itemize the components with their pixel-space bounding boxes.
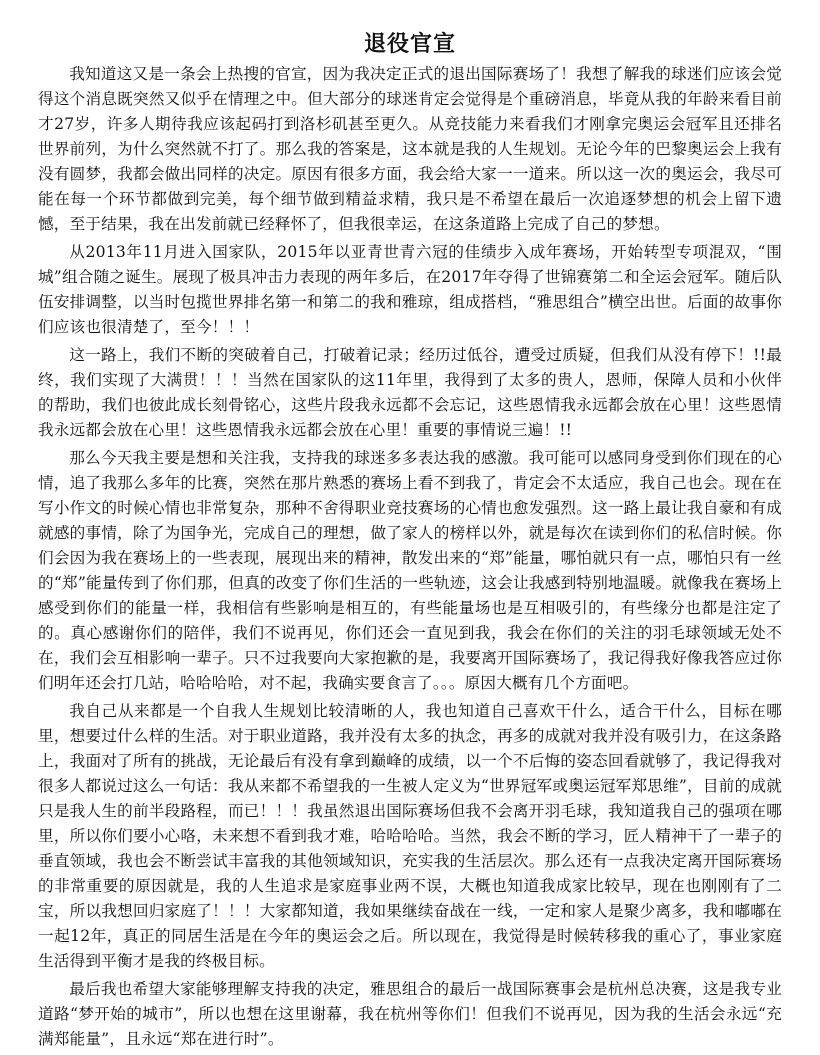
paragraph-3: 这一路上，我们不断的突破着自己，打破着记录；经历过低谷，遭受过质疑，但我们从没有停下！!!最终，我们实现了大满贯！！！当然在国家队的这11年里，我得到了太多的贵人，恩师，保障人员和小伙伴的帮助，我们也彼此成长刻骨铭心，这些片段我永远都不会忘记，这些恩情我永远都会放在心里！这些恩情我永远都会放在心里！这些恩情我永远都会放在心里！重要的事情说三遍！!! — [38, 346, 782, 439]
document-title: 退役官宣 — [363, 31, 456, 57]
paragraph-1: 我知道这又是一条会上热搜的官宣，因为我决定正式的退出国际赛场了！我想了解我的球迷们应该会觉得这个消息既突然又似乎在情理之中。但大部分的球迷肯定会觉得是个重磅消息，毕竟从我的年龄来看目前才27岁，许多人期待我应该起码打到洛杉矶甚至更久。从竞技能力来看我们才刚拿完奥运会冠军且还排名世界前列，为什么突然就不打了。那么我的答案是，这本就是我的人生规划。无论今年的巴黎奥运会上我有没有圆梦，我都会做出同样的决定。原因有很多方面，我会给大家一一道来。所以这一次的奥运会，我尽可能在每一个环节都做到完美，每个细节做到精益求精，我只是不希望在最后一次追逐梦想的机会上留下遗憾，至于结果，我在出发前就已经释怀了，但我很幸运，在这条道路上完成了自己的梦想。 — [38, 65, 782, 233]
paragraph-6: 最后我也希望大家能够理解支持我的决定，雅思组合的最后一战国际赛事会是杭州总决赛，这是我专业道路“梦开始的城市”，所以也想在这里谢幕，我在杭州等你们！但我们不说再见，因为我的生活会永远“充满郑能量”，且永远“郑在进行时”。 — [38, 980, 782, 1048]
document — [38, 30, 782, 1055]
paragraph-4: 那么今天我主要是想和关注我，支持我的球迷多多表达我的感激。我可能可以感同身受到你们现在的心情，追了我那么多年的比赛，突然在那片熟悉的赛场上看不到我了，肯定会不太适应，我自己也会。现在在写小作文的时候心情也非常复杂，那种不舍得职业竞技赛场的心情也愈发强烈。这一路上最让我自豪和有成就感的事情，除了为国争光，完成自己的理想，做了家人的榜样以外，就是每次在读到你们的私信时候。你们会因为我在赛场上的一些表现，展现出来的精神，散发出来的“郑”能量，哪怕就只有一点，哪怕只有一丝的“郑”能量传到了你们那，但真的改变了你们生活的一些轨迹，这会让我感到特别地温暖。就像我在赛场上感受到你们的能量一样，我相信有些影响是相互的，有些能量场也是互相吸引的，有些缘分也都是注定了的。真心感谢你们的陪伴，我们不说再见，你们还会一直见到我，我会在你们的关注的羽毛球领域无处不在，我们会互相影响一辈子。只不过我要向大家抱歉的是，我要离开国际赛场了，我记得我好像我答应过你们明年还会打几站，哈哈哈哈，对不起，我确实要食言了。。。原因大概有几个方面吧。 — [38, 449, 782, 692]
paragraph-2: 从2013年11月进入国家队，2015年以亚青世青六冠的佳绩步入成年赛场，开始转型专项混双，“围城”组合随之诞生。展现了极具冲击力表现的两年多后，在2017年夺得了世锦赛第二和全运会冠军。随后队伍安排调整，以当时包揽世界排名第一和第二的我和雅琼，组成搭档，“雅思组合”横空出世。后面的故事你们应该也很清楚了，至今！！！ — [38, 243, 782, 336]
paragraph-5: 我自己从来都是一个自我人生规划比较清晰的人，我也知道自己喜欢干什么，适合干什么，目标在哪里，想要过什么样的生活。对于职业道路，我并没有太多的执念，再多的成就对我并没有吸引力，在这条路上，我面对了所有的挑战，无论最后有没有拿到巅峰的成绩，以一个不后悔的姿态回看就够了，我记得我对很多人都说过这么一句话：我从来都不希望我的一生被人定义为“世界冠军或奥运冠军郑思维”，目前的成就只是我人生的前半段路程，而已！！！我虽然退出国际赛场但我不会离开羽毛球，我知道我自己的强项在哪里，所以你们要小心咯，未来想不看到我才难，哈哈哈哈。当然，我会不断的学习，匠人精神干了一辈子的垂直领域，我也会不断尝试丰富我的其他领域知识，充实我的生活层次。那么还有一点我决定离开国际赛场的非常重要的原因就是，我的人生追求是家庭事业两不误，大概也知道我成家比较早，现在也刚刚有了二宝，所以我想回归家庭了！！！大家都知道，我如果继续奋战在一线，一定和家人是聚少离多，我和嘟嘟在一起12年，真正的同居生活是在今年的奥运会之后。所以现在，我觉得是时候转移我的重心了，事业家庭生活得到平衡才是我的终极目标。 — [38, 702, 782, 970]
